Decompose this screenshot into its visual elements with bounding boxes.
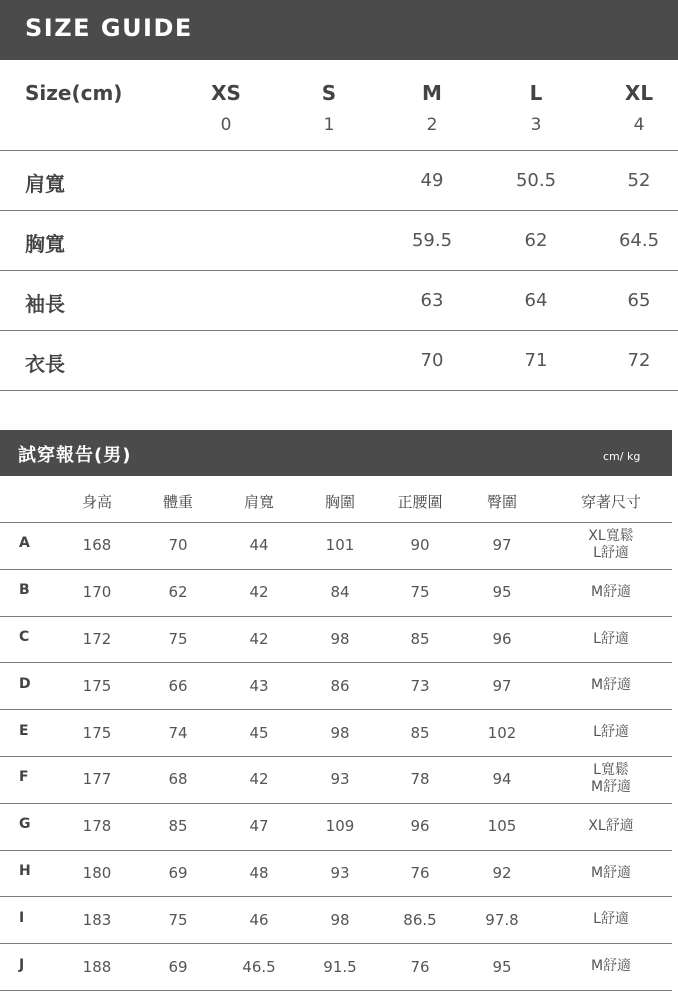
fit-size: [561, 677, 661, 694]
tester-id: E: [19, 722, 29, 739]
fit-value: 85: [410, 630, 430, 648]
divider: [0, 210, 678, 211]
fit-value: 69: [168, 864, 188, 882]
fit-size-line: L舒適: [593, 545, 629, 562]
fit-value: 168: [82, 536, 112, 555]
fit-size-line: M舒適: [590, 779, 632, 796]
tester-id: J: [19, 956, 25, 973]
fit-value: 76: [410, 864, 430, 882]
fit-value: 98: [330, 723, 350, 742]
fit-size-line: M舒適: [590, 958, 632, 975]
fit-value: 44: [249, 536, 269, 555]
fit-size-line: L舒適: [593, 724, 629, 741]
divider: [0, 756, 672, 757]
fit-size: [561, 528, 661, 562]
fit-value: 42: [249, 770, 269, 789]
fit-value: 94: [492, 770, 512, 789]
size-number: 4: [633, 115, 645, 135]
fit-value: 75: [410, 583, 430, 602]
measure-value: 70: [420, 350, 444, 371]
fit-value: 95: [492, 957, 512, 976]
measure-value: 59.5: [411, 230, 453, 251]
divider: [0, 150, 678, 151]
size-label: Size(cm): [25, 81, 123, 105]
fit-value: 76: [410, 957, 430, 976]
measure-value: 72: [627, 350, 651, 371]
fit-size: [561, 584, 661, 601]
tester-id: C: [19, 629, 30, 645]
measure-value: 49: [420, 170, 444, 191]
fit-value: 101: [325, 536, 355, 555]
divider: [0, 662, 672, 663]
fit-header: 身高: [81, 493, 112, 511]
fit-value: 78: [410, 770, 430, 789]
fit-value: 96: [410, 817, 430, 836]
fit-value: 47: [249, 817, 269, 836]
divider: [0, 270, 678, 271]
divider: [0, 850, 672, 851]
fit-value: 178: [82, 817, 112, 836]
fit-value: 86: [330, 676, 350, 695]
tester-id: F: [19, 769, 29, 786]
fit-value: 62: [168, 583, 188, 602]
fit-value: 97: [492, 536, 512, 555]
divider: [0, 569, 672, 570]
size-number: 0: [220, 115, 232, 135]
fit-size: [561, 865, 661, 882]
divider: [0, 709, 672, 710]
fit-report-unit: cm/ kg: [603, 450, 641, 463]
fit-size: [561, 958, 661, 975]
fit-size-line: M舒適: [590, 677, 632, 694]
fit-size-line: L舒適: [593, 911, 629, 928]
fit-size-line: M舒適: [590, 864, 632, 881]
size-header-s: S: [321, 81, 337, 105]
fit-value: 43: [249, 676, 269, 695]
fit-value: 75: [168, 630, 188, 648]
fit-size: [561, 724, 661, 741]
fit-value: 92: [492, 864, 512, 882]
fit-value: 69: [168, 957, 188, 976]
tester-id: B: [19, 582, 30, 599]
fit-size: [561, 762, 661, 796]
size-number: 1: [323, 115, 335, 135]
fit-value: 96: [492, 630, 512, 648]
fit-size: [561, 911, 661, 928]
fit-value: 175: [82, 723, 112, 742]
fit-size: [561, 818, 661, 835]
tester-id: G: [19, 816, 31, 833]
fit-value: 172: [82, 630, 112, 648]
fit-value: 74: [168, 723, 188, 742]
fit-value: 180: [82, 864, 112, 882]
measure-label: 袖長: [25, 292, 65, 316]
divider: [0, 896, 672, 897]
measure-value: 50.5: [515, 170, 557, 191]
fit-header: 臀圍: [486, 493, 517, 511]
fit-value: 73: [410, 676, 430, 695]
fit-size-line: XL舒適: [588, 817, 634, 834]
size-header-l: L: [529, 81, 543, 105]
measure-value: 65: [627, 290, 651, 311]
fit-value: 102: [487, 723, 517, 742]
fit-value: 93: [330, 864, 350, 882]
fit-size: [561, 631, 661, 648]
fit-value: 85: [410, 723, 430, 742]
size-header-xs: XS: [211, 81, 241, 105]
divider: [0, 990, 672, 991]
fit-value: 95: [492, 583, 512, 602]
fit-value: 93: [330, 770, 350, 789]
fit-value: 86.5: [403, 910, 437, 929]
measure-label: 肩寬: [25, 172, 65, 196]
fit-value: 46: [249, 910, 269, 929]
fit-size-line: L寬鬆: [593, 762, 629, 779]
size-header-xl: XL: [624, 81, 654, 105]
measure-value: 64: [524, 290, 548, 311]
divider: [0, 616, 672, 617]
fit-value: 183: [82, 910, 112, 929]
fit-value: 188: [82, 957, 112, 976]
fit-value: 97: [492, 676, 512, 695]
tester-id: A: [19, 535, 30, 552]
fit-value: 45: [249, 723, 269, 742]
divider: [0, 330, 678, 331]
fit-header: 肩寬: [243, 493, 274, 511]
fit-value: 68: [168, 770, 188, 789]
fit-value: 85: [168, 817, 188, 836]
fit-value: 84: [330, 583, 350, 602]
fit-value: 177: [82, 770, 112, 789]
divider: [0, 803, 672, 804]
measure-label: 衣長: [25, 352, 65, 376]
fit-value: 46.5: [242, 957, 276, 976]
divider: [0, 390, 678, 391]
tester-id: D: [19, 675, 31, 692]
measure-value: 63: [420, 290, 444, 311]
measure-label: 胸寬: [25, 232, 65, 256]
size-header-m: M: [422, 81, 442, 105]
fit-value: 98: [330, 630, 350, 648]
divider: [0, 943, 672, 944]
fit-value: 42: [249, 630, 269, 648]
measure-value: 71: [524, 350, 548, 371]
measure-value: 64.5: [618, 230, 660, 251]
fit-header: 體重: [162, 493, 193, 511]
divider: [0, 522, 672, 523]
size-number: 2: [426, 115, 438, 135]
fit-size-line: L舒適: [593, 630, 629, 647]
fit-value: 75: [168, 910, 188, 929]
fit-value: 48: [249, 864, 269, 882]
fit-value: 170: [82, 583, 112, 602]
tester-id: H: [19, 863, 31, 879]
fit-header: 穿著尺寸: [580, 493, 641, 511]
fit-value: 90: [410, 536, 430, 555]
fit-value: 42: [249, 583, 269, 602]
fit-value: 66: [168, 676, 188, 695]
fit-value: 175: [82, 676, 112, 695]
fit-value: 105: [487, 817, 517, 836]
measure-value: 62: [524, 230, 548, 251]
tester-id: I: [19, 909, 25, 926]
fit-report-title: 試穿報告(男): [18, 445, 132, 466]
size-number: 3: [530, 115, 542, 135]
fit-size-line: XL寬鬆: [588, 528, 634, 545]
fit-value: 70: [168, 536, 188, 555]
fit-value: 98: [330, 910, 350, 929]
measure-value: 52: [627, 170, 651, 191]
fit-value: 97.8: [485, 910, 519, 929]
size-guide-title: SIZE GUIDE: [25, 14, 193, 42]
fit-value: 91.5: [323, 957, 357, 976]
fit-header: 胸圍: [324, 493, 355, 511]
fit-value: 109: [325, 817, 355, 836]
fit-size-line: M舒適: [590, 583, 632, 600]
fit-header: 正腰圍: [397, 493, 443, 511]
